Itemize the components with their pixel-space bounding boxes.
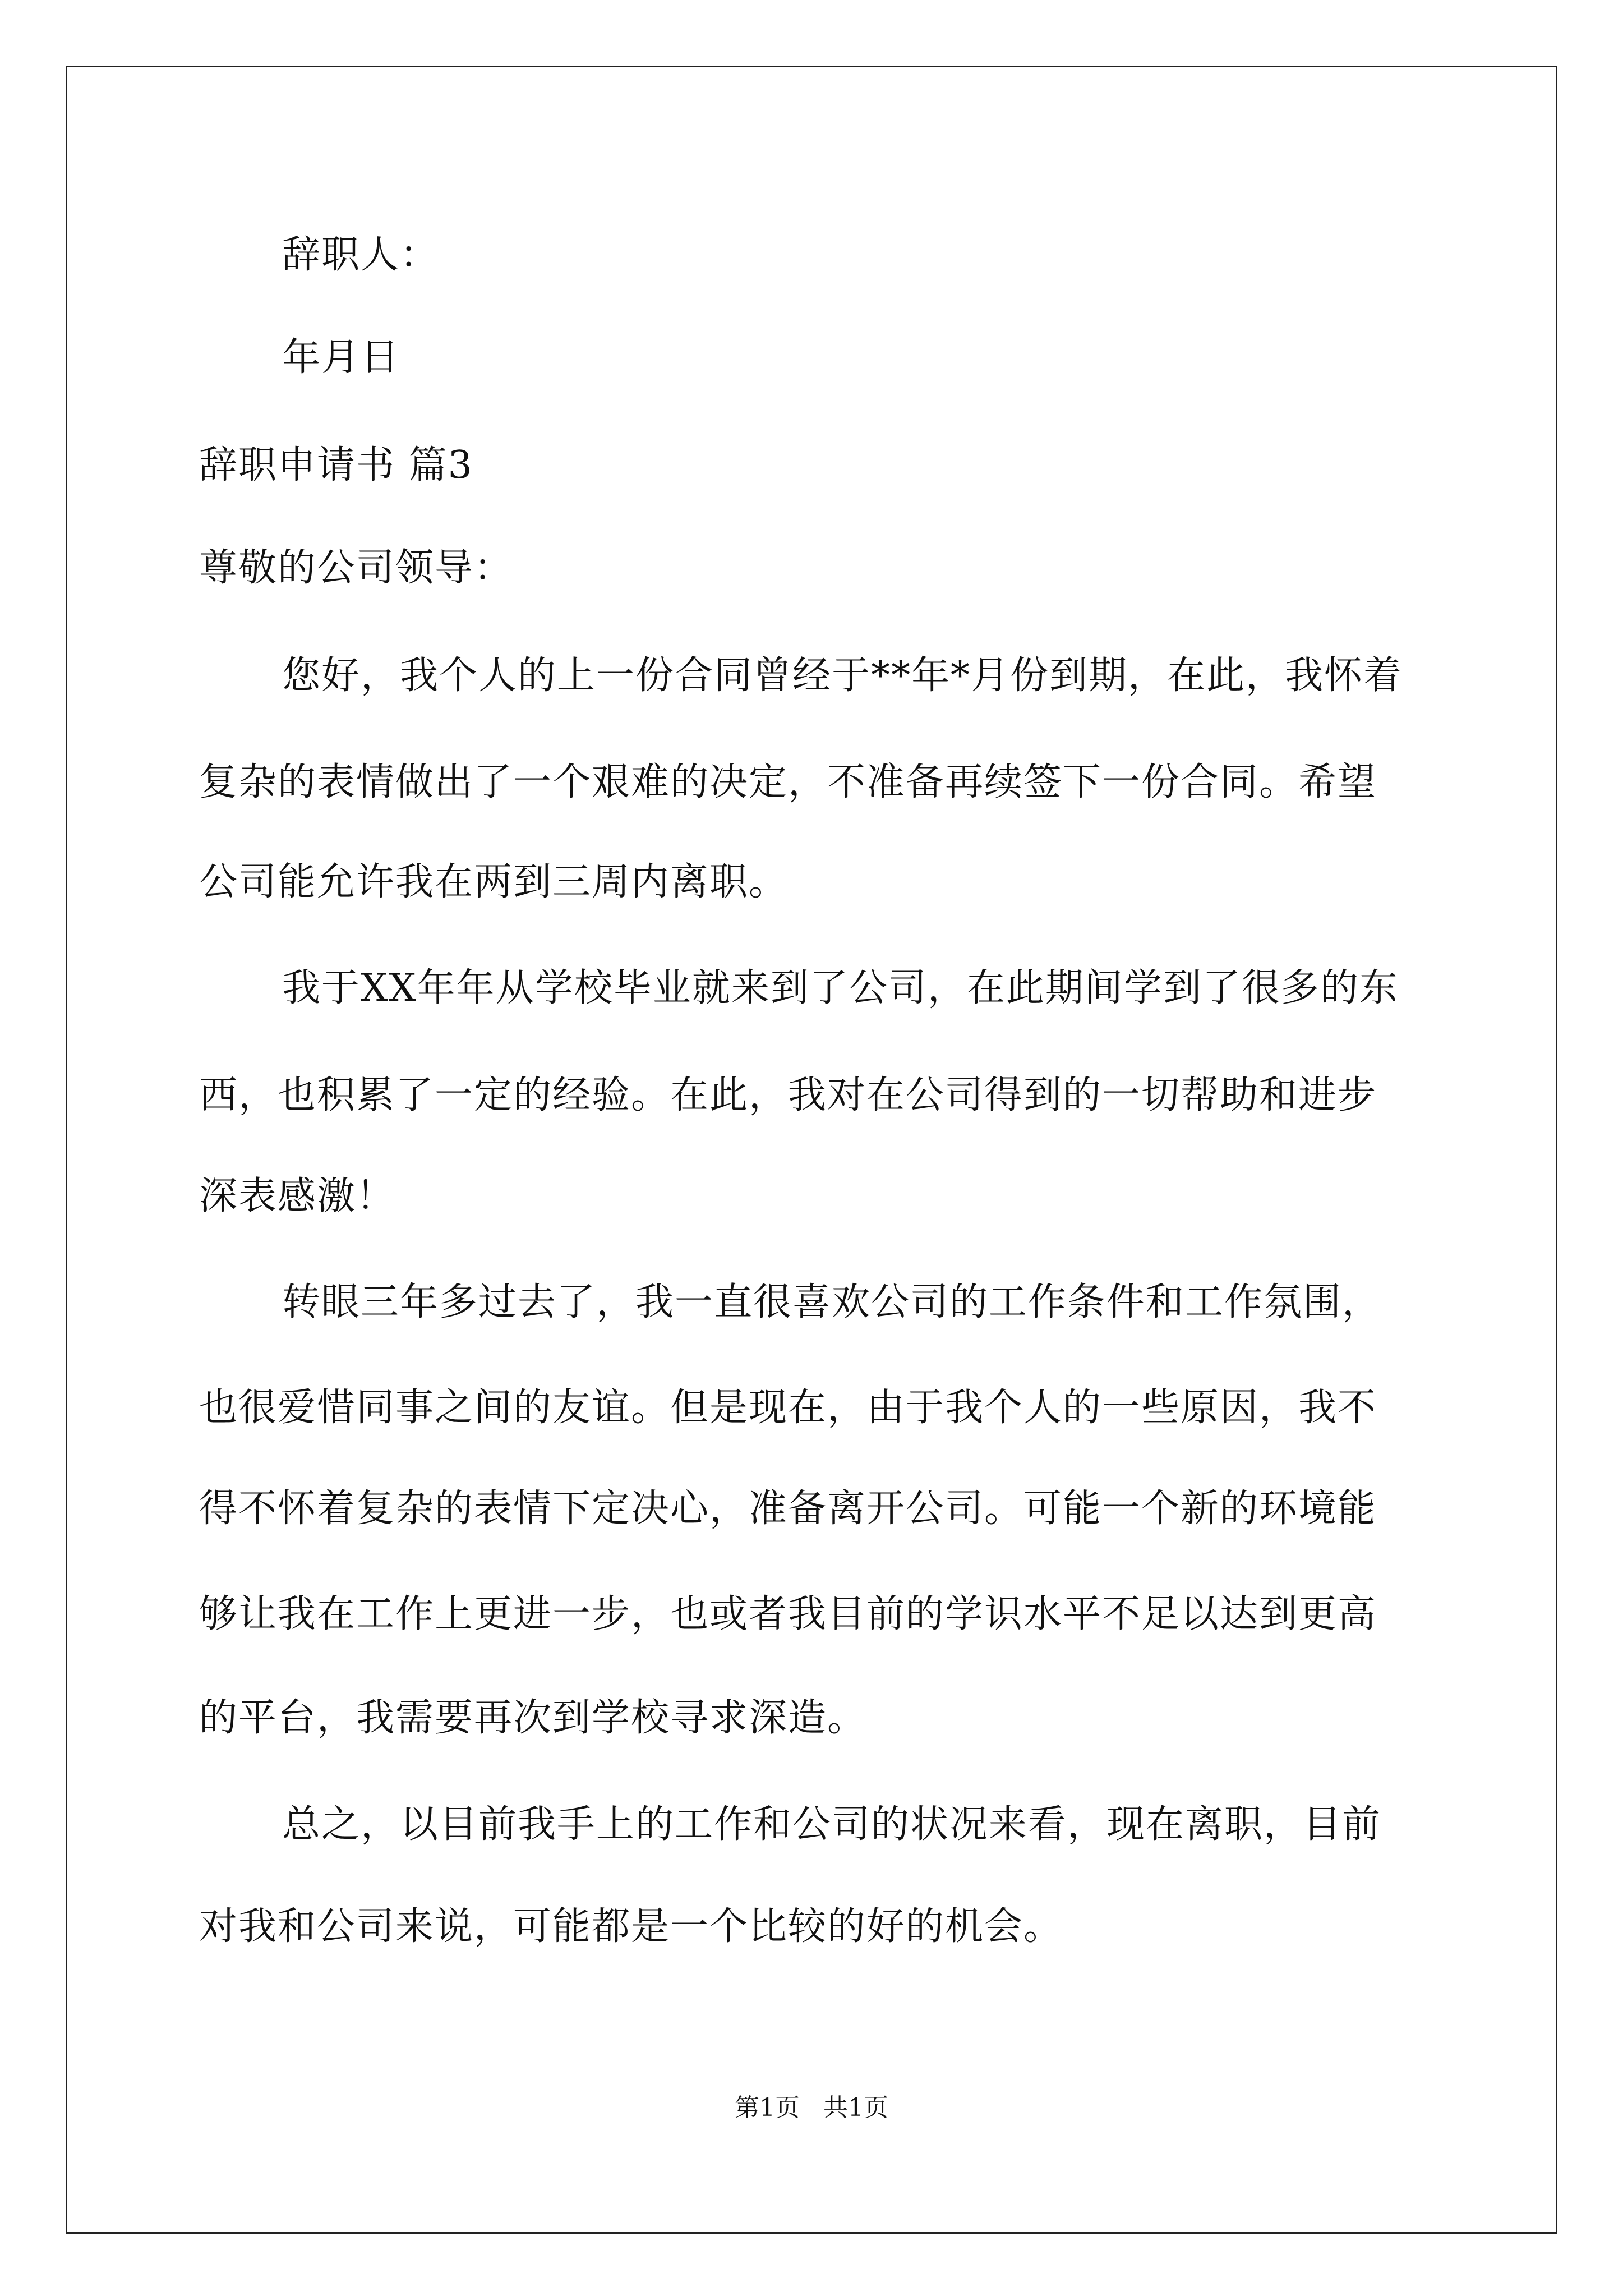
page-footer: 第1页 共1页 [735, 2093, 888, 2122]
paragraph-2-line-2: 西，也积累了一定的经验。在此，我对在公司得到的一切帮助和进步 [199, 1073, 1377, 1117]
paragraph-3-line-4: 够让我在工作上更进一步，也或者我目前的学识水平不足以达到更高 [199, 1592, 1377, 1636]
paragraph-1-line-1: 您好，我个人的上一份合同曾经于**年*月份到期，在此，我怀着 [282, 654, 1403, 698]
section-heading: 辞职申请书 篇3 [199, 443, 473, 487]
salutation: 尊敬的公司领导： [199, 546, 514, 590]
paragraph-1-line-3: 公司能允许我在两到三周内离职。 [199, 860, 789, 904]
paragraph-3-line-1: 转眼三年多过去了，我一直很喜欢公司的工作条件和工作氛围， [282, 1280, 1382, 1324]
signature-label: 辞职人： [282, 233, 440, 277]
paragraph-3-line-5: 的平台，我需要再次到学校寻求深造。 [199, 1696, 867, 1740]
paragraph-4-line-1: 总之，以目前我手上的工作和公司的状况来看，现在离职，目前 [282, 1802, 1382, 1847]
paragraph-1-line-2: 复杂的表情做出了一个艰难的决定，不准备再续签下一份合同。希望 [199, 760, 1377, 804]
paragraph-2-line-3: 深表感激！ [199, 1174, 396, 1218]
paragraph-2-line-1: 我于XX年年从学校毕业就来到了公司，在此期间学到了很多的东 [282, 966, 1399, 1010]
date-label: 年月日 [282, 335, 400, 380]
paragraph-3-line-2: 也很爱惜同事之间的友谊。但是现在，由于我个人的一些原因，我不 [199, 1386, 1377, 1430]
paragraph-3-line-3: 得不怀着复杂的表情下定决心，准备离开公司。可能一个新的环境能 [199, 1487, 1377, 1531]
paragraph-4-line-2: 对我和公司来说，可能都是一个比较的好的机会。 [199, 1904, 1063, 1949]
